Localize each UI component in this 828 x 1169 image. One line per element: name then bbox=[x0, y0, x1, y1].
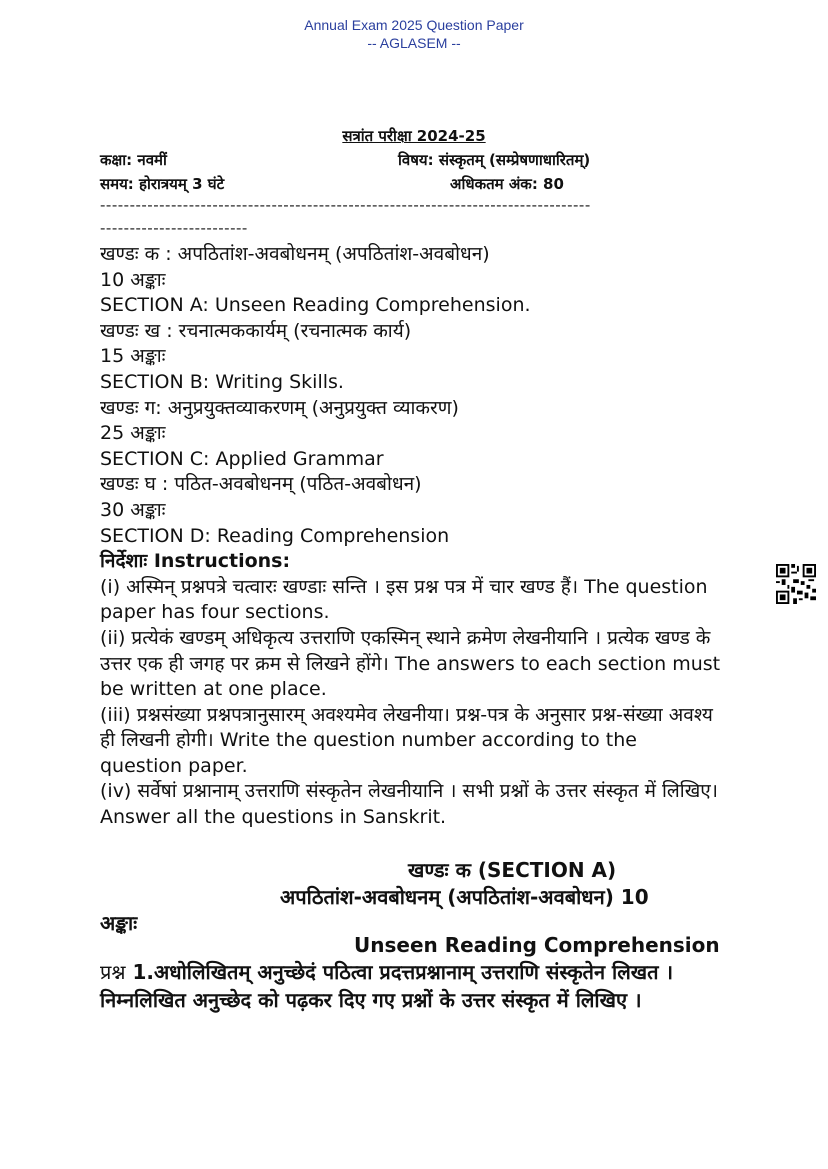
divider-line: ----------------------------------------------------------------------------------- bbox=[100, 196, 591, 214]
section-a-english-heading: Unseen Reading Comprehension bbox=[354, 933, 720, 957]
subject-label: विषय: संस्कृतम् (सम्प्रेषणाधारितम्) bbox=[398, 151, 591, 169]
section-d-marks: 30 अङ्काः bbox=[100, 498, 166, 521]
section-a-marks-word: अङ्काः bbox=[100, 911, 138, 935]
instruction-item: (iii) प्रश्नसंख्या प्रश्नपत्रानुसारम् अवश्यमेव लेखनीया। प्रश्न-पत्र के अनुसार प्रश्न-संख्या अवश्य ही लिखनी होगी। Write the question number according to the question paper. bbox=[100, 703, 713, 777]
section-b-marks: 15 अङ्काः bbox=[100, 345, 166, 368]
section-a-heading: खण्डः क (SECTION A) bbox=[408, 858, 617, 882]
question-1-text: 1.अधोलिखितम् अनुच्छेदं पठित्वा प्रदत्तप्रश्नानाम् उत्तराणि संस्कृतेन लिखत । निम्नलिखित अनुच्छेद को पढ़कर दिए गए प्रश्नों के उत्तर संस्कृत में लिखिए । bbox=[100, 960, 674, 1012]
divider-line-continued: ------------------------- bbox=[100, 219, 248, 237]
section-a-subheading: अपठितांश-अवबोधनम् (अपठितांश-अवबोधन) 10 bbox=[280, 885, 649, 909]
time-label: समय: होरात्रयम् 3 घंटे bbox=[100, 175, 225, 193]
instruction-item: (iv) सर्वेषां प्रश्नानाम् उत्तराणि संस्कृतेन लेखनीयानि । सभी प्रश्नों के उत्तर संस्कृत में लिखिए। Answer all the questions in Sanskrit. bbox=[100, 780, 718, 829]
section-d-hindi: खण्डः घ : पठित-अवबोधनम् (पठित-अवबोधन) bbox=[100, 473, 422, 496]
section-c-hindi: खण्डः ग: अनुप्रयुक्तव्याकरणम् (अनुप्रयुक्त व्याकरण) bbox=[100, 396, 459, 419]
instructions-heading: निर्देशाः Instructions: bbox=[100, 550, 291, 573]
question-prefix: प्रश्न bbox=[100, 960, 126, 984]
watermark-title: Annual Exam 2025 Question Paper bbox=[304, 17, 524, 33]
section-b-hindi: खण्डः ख : रचनात्मककार्यम् (रचनात्मक कार्य) bbox=[100, 319, 412, 342]
qr-code-icon bbox=[776, 564, 816, 604]
watermark-source: -- AGLASEM -- bbox=[367, 35, 461, 51]
section-d-english: SECTION D: Reading Comprehension bbox=[100, 524, 450, 547]
instruction-item: (i) अस्मिन् प्रश्नपत्रे चत्वारः खण्डाः सन्ति । इस प्रश्न पत्र में चार खण्ड हैं। The question paper has four sections. bbox=[100, 575, 708, 624]
section-b-english: SECTION B: Writing Skills. bbox=[100, 370, 344, 393]
section-a-marks: 10 अङ्काः bbox=[100, 268, 166, 291]
sections-list bbox=[100, 242, 725, 831]
instruction-item: (ii) प्रत्येकं खण्डम् अधिकृत्य उत्तराणि एकस्मिन् स्थाने क्रमेण लेखनीयानि । प्रत्येक खण्ड के उत्तर एक ही जगह पर क्रम से लिखने होंगे। The answers to each section must be written at one place. bbox=[100, 626, 721, 701]
question-1 bbox=[100, 958, 730, 1014]
max-marks-label: अधिकतम अंक: 80 bbox=[450, 175, 564, 193]
section-a-hindi: खण्डः क : अपठितांश-अवबोधनम् (अपठितांश-अवबोधन) bbox=[100, 243, 490, 265]
section-c-marks: 25 अङ्काः bbox=[100, 422, 166, 445]
section-c-english: SECTION C: Applied Grammar bbox=[100, 447, 384, 470]
class-label: कक्षा: नवमीं bbox=[100, 151, 167, 169]
section-a-english: SECTION A: Unseen Reading Comprehension. bbox=[100, 294, 531, 317]
exam-title: सत्रांत परीक्षा 2024-25 bbox=[342, 127, 486, 145]
